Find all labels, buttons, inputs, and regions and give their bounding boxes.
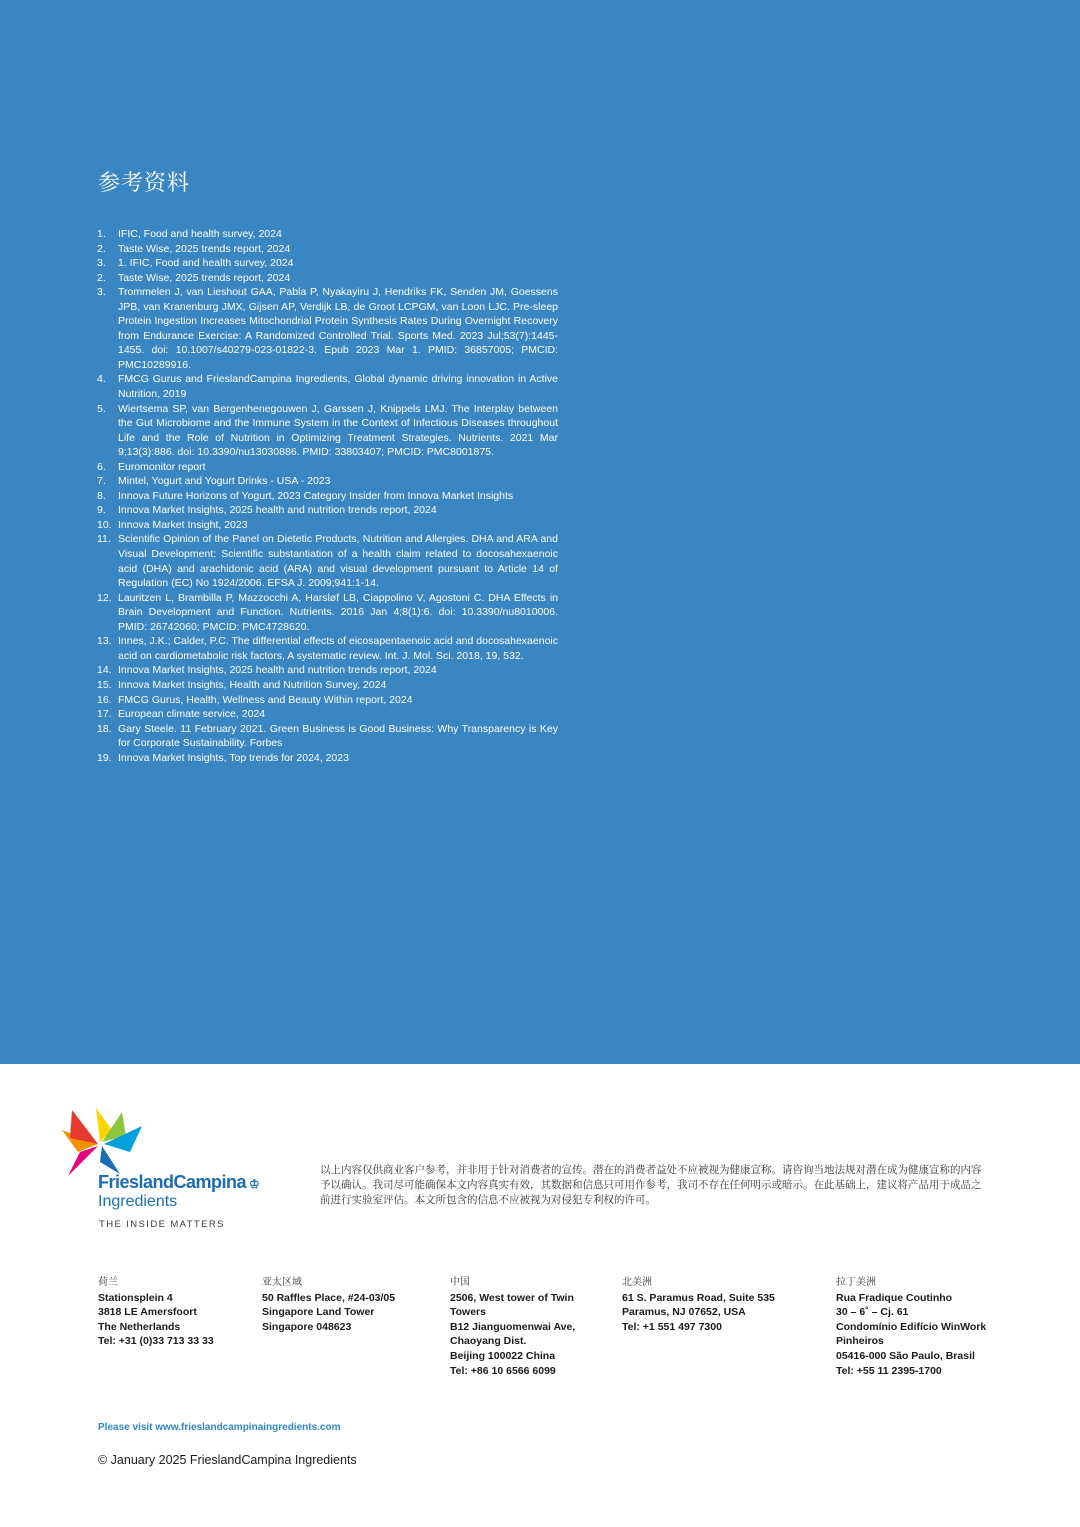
reference-text: Innova Market Insights, 2025 health and nutrition trends report, 2024 xyxy=(118,504,437,517)
reference-text: Trommelen J, van Lieshout GAA, Pabla P, Nyakayiru J, Hendriks FK, Senden JM, Goessens JPB, van Kranenburg JMX, Gijsen AP, Verdijk LB, de Groot LCPGM, van Loon LJC. Pre-sleep Protein Ingestion Increases Mitochondrial Protein Synthesis Rates During Overnight Recovery from Endurance Exercise: A Randomized Controlled Trial. Sports Med. 2023 Jul;53(7):1445-1455. doi: 10.1007/s40279-023-01822-3. Epub 2023 Mar 1. PMID: 36857005; PMCID: PMC10289916. xyxy=(118,286,558,371)
brand-tagline: THE INSIDE MATTERS xyxy=(99,1219,225,1230)
reference-number: 19. xyxy=(97,751,112,764)
copyright-text: © January 2025 FrieslandCampina Ingredients xyxy=(98,1453,357,1467)
website-link[interactable]: Please visit www.frieslandcampinaingredients.com xyxy=(98,1422,341,1433)
office-address-line: Stationsplein 4 xyxy=(98,1291,173,1304)
office-region: 拉丁美洲 xyxy=(836,1277,876,1288)
reference-text: Innova Market Insights, Health and Nutrition Survey, 2024 xyxy=(118,678,387,691)
office-address-line: 30 – 6˚ – Cj. 61 xyxy=(836,1306,909,1319)
reference-number: 18. xyxy=(97,722,112,735)
office-address-line: Tel: +1 551 497 7300 xyxy=(622,1320,722,1333)
reference-item xyxy=(97,678,558,693)
reference-item xyxy=(97,285,558,372)
reference-item xyxy=(97,256,558,271)
reference-number: 10. xyxy=(97,518,112,531)
reference-text: Lauritzen L, Brambilla P, Mazzocchi A, Harsløf LB, Ciappolino V, Agostoni C. DHA Effects in Brain Development and Function. Nutrients. 2016 Jan 4;8(1):6. doi: 10.3390/nu8010006. PMID: 26742060; PMCID: PMC4728620. xyxy=(118,591,558,633)
reference-text: Euromonitor report xyxy=(118,460,206,473)
office-address-line: Singapore 048623 xyxy=(262,1320,352,1333)
reference-number: 8. xyxy=(97,489,106,502)
office-address-line: Pinheiros xyxy=(836,1335,884,1348)
reference-item xyxy=(97,518,558,533)
reference-item xyxy=(97,474,558,489)
reference-text: Innova Market Insights, Top trends for 2024, 2023 xyxy=(118,751,349,764)
reference-item xyxy=(97,722,558,751)
office-region: 荷兰 xyxy=(98,1277,118,1288)
reference-number: 4. xyxy=(97,373,106,386)
reference-text: IFIC, Food and health survey, 2024 xyxy=(118,228,282,240)
reference-number: 2. xyxy=(97,242,106,255)
company-logo xyxy=(60,1108,260,1233)
reference-number: 17. xyxy=(97,708,112,721)
reference-number: 13. xyxy=(97,635,112,648)
reference-item xyxy=(97,634,558,663)
reference-number: 2. xyxy=(97,271,106,284)
reference-number: 11. xyxy=(97,533,111,546)
office-region: 中国 xyxy=(450,1277,470,1288)
reference-text: Gary Steele. 11 February 2021. Green Business is Good Business: Why Transparency is Key for Corporate Sustainability. Forbes xyxy=(118,722,558,750)
office-address-line: 2506, West tower of Twin xyxy=(450,1291,574,1304)
reference-number: 12. xyxy=(97,591,112,604)
office-address-line: 50 Raffles Place, #24-03/05 xyxy=(262,1291,396,1304)
reference-text: Scientific Opinion of the Panel on Dietetic Products, Nutrition and Allergies. DHA and ARA and Visual Development: Scientific substantiation of a health claim related to docosahexaenoic acid (DHA) and arachidonic acid (ARA) and visual development pursuant to Article 14 of Regulation (EC) No 1924/2006. EFSA J. 2009;941:1-14. xyxy=(118,533,558,590)
reference-item xyxy=(97,460,558,475)
disclaimer-text: 以上内容仅供商业客户参考，并非用于针对消费者的宣传。潜在的消费者益处不应被视为健康宣称。请咨询当地法规对潜在成为健康宣称的内容予以确认。我司尽可能确保本文内容真实有效，其数据和信息只可用作参考，我司不存在任何明示或暗示。在此基础上，建议将产品用于成品之前进行实验室评估。本文所包含的信息不应被视为对侵犯专利权的许可。 xyxy=(320,1164,982,1206)
reference-item xyxy=(97,591,558,635)
office-address-line: Condomínio Edifício WinWork xyxy=(836,1320,987,1333)
reference-item xyxy=(97,372,558,401)
brand-name: FrieslandCampina ♔ xyxy=(98,1172,260,1192)
office-region: 北美洲 xyxy=(622,1277,652,1288)
reference-item xyxy=(97,532,558,590)
office-address-line: Beijing 100022 China xyxy=(450,1349,556,1362)
office-address-line: B12 Jianguomenwai Ave, xyxy=(450,1320,576,1333)
office-address-line: Tel: +86 10 6566 6099 xyxy=(450,1364,556,1377)
reference-text: Innova Future Horizons of Yogurt, 2023 Category Insider from Innova Market Insights xyxy=(118,489,514,502)
office-address-line: Paramus, NJ 07652, USA xyxy=(622,1306,746,1319)
office-north-america xyxy=(622,1276,775,1334)
reference-number: 5. xyxy=(97,402,106,415)
brand-sub: Ingredients xyxy=(98,1193,178,1210)
reference-number: 16. xyxy=(97,693,112,706)
reference-item xyxy=(97,707,558,722)
reference-text: Innes, J.K.; Calder, P.C. The differential effects of eicosapentaenoic acid and docosahexaenoic acid on cardiometabolic risk factors, A systematic review. Int. J. Mol. Sci. 2018, 19, 532. xyxy=(118,635,558,662)
office-address-line: 3818 LE Amersfoort xyxy=(98,1306,197,1319)
reference-text: FMCG Gurus, Health, Wellness and Beauty Within report, 2024 xyxy=(118,693,413,706)
reference-text: Mintel, Yogurt and Yogurt Drinks - USA - 2023 xyxy=(118,475,331,488)
reference-item xyxy=(97,271,558,286)
reference-item xyxy=(97,227,558,242)
office-address-line: Tel: +55 11 2395-1700 xyxy=(836,1364,942,1377)
reference-text: FMCG Gurus and FrieslandCampina Ingredients, Global dynamic driving innovation in Active Nutrition, 2019 xyxy=(118,373,558,401)
reference-number: 6. xyxy=(97,460,106,473)
office-address-line: Chaoyang Dist. xyxy=(450,1335,527,1348)
crown-icon: ♔ xyxy=(249,1177,260,1191)
star-logo-icon xyxy=(60,1108,150,1178)
office-latin-america xyxy=(836,1276,986,1378)
reference-text: Taste Wise, 2025 trends report, 2024 xyxy=(118,242,291,255)
office-address-line: Tel: +31 (0)33 713 33 33 xyxy=(98,1335,214,1348)
reference-text: Innova Market Insights, 2025 health and nutrition trends report, 2024 xyxy=(118,664,437,677)
office-asia-pacific xyxy=(262,1276,395,1334)
reference-item xyxy=(97,489,558,504)
office-region: 亚太区域 xyxy=(262,1277,302,1288)
page-title: 参考资料 xyxy=(98,171,191,196)
reference-number: 7. xyxy=(97,475,106,488)
reference-text: Innova Market Insight, 2023 xyxy=(118,518,248,531)
office-netherlands xyxy=(98,1276,214,1349)
reference-number: 9. xyxy=(97,504,106,517)
reference-text: 1. IFIC, Food and health survey, 2024 xyxy=(118,257,294,270)
reference-list xyxy=(97,227,558,765)
office-address-line: 05416-000 São Paulo, Brasil xyxy=(836,1349,975,1362)
reference-item xyxy=(97,663,558,678)
office-address-line: Singapore Land Tower xyxy=(262,1306,375,1319)
reference-number: 1. xyxy=(97,228,106,240)
reference-text: Wiertsema SP, van Bergenhenegouwen J, Garssen J, Knippels LMJ. The Interplay between the Gut Microbiome and the Immune System in the Context of Infectious Diseases throughout Life and the Role of Nutrition in Optimizing Treatment Strategies. Nutrients. 2021 Mar 9;13(3):886. doi: 10.3390/nu13030886. PMID: 33803407; PMCID: PMC8001875. xyxy=(118,402,558,459)
reference-number: 3. xyxy=(97,286,106,299)
reference-item xyxy=(97,402,558,460)
reference-text: Taste Wise, 2025 trends report, 2024 xyxy=(118,271,291,284)
reference-number: 3. xyxy=(97,257,106,270)
reference-number: 15. xyxy=(97,678,112,691)
office-address-line: Towers xyxy=(450,1306,486,1319)
reference-item xyxy=(97,242,558,257)
office-address-line: Rua Fradique Coutinho xyxy=(836,1291,953,1304)
reference-item xyxy=(97,693,558,708)
reference-item xyxy=(97,751,558,766)
office-address-line: The Netherlands xyxy=(98,1320,181,1333)
office-address-line: 61 S. Paramus Road, Suite 535 xyxy=(622,1291,775,1304)
reference-text: European climate service, 2024 xyxy=(118,708,266,721)
reference-number: 14. xyxy=(97,664,112,677)
reference-item xyxy=(97,503,558,518)
office-china xyxy=(450,1276,575,1378)
